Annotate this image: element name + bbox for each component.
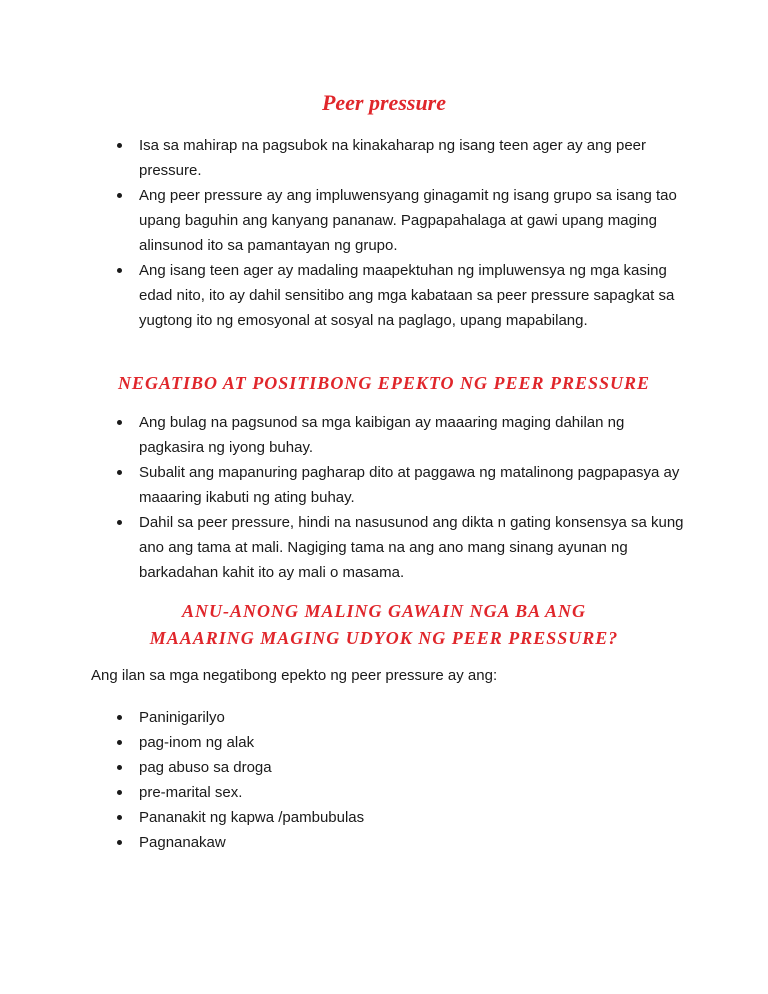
heading-line-2: MAAARING MAGING UDYOK NG PEER PRESSURE?	[149, 628, 619, 648]
bullet-icon	[117, 268, 122, 273]
bullet-icon	[117, 470, 122, 475]
list-item: pre-marital sex.	[115, 780, 515, 805]
heading-line-1: ANU-ANONG MALING GAWAIN NGA BA ANG	[182, 601, 586, 621]
bullet-icon	[117, 520, 122, 525]
bullet-icon	[117, 765, 122, 770]
intro-text: Ang ilan sa mga negatibong epekto ng peer pressure ay ang:	[91, 667, 498, 684]
bullet-icon	[117, 840, 122, 845]
negative-effects-list	[115, 705, 515, 855]
list-item: Pagnanakaw	[115, 830, 515, 855]
list-item: Pananakit ng kapwa /pambubulas	[115, 805, 515, 830]
effects-list	[115, 410, 685, 585]
section-heading-effects: NEGATIBO AT POSITIBONG EPEKTO NG PEER PRESSURE	[117, 373, 651, 393]
peer-pressure-definition-list	[115, 133, 680, 333]
list-item: pag abuso sa droga	[115, 755, 515, 780]
list-item: Ang bulag na pagsunod sa mga kaibigan ay maaaring maging dahilan ng pagkasira ng iyong buhay.	[115, 410, 685, 460]
section-heading-wrong-activities	[0, 598, 768, 652]
list-item: Ang peer pressure ay ang impluwensyang ginagamit ng isang grupo sa isang tao upang baguhin ang kanyang pananaw. Pagpapahalaga at gawi upang maging alinsunod ito sa pamantayan ng grupo.	[115, 183, 680, 258]
bullet-icon	[117, 815, 122, 820]
list-item: pag-inom ng alak	[115, 730, 515, 755]
bullet-icon	[117, 715, 122, 720]
bullet-icon	[117, 420, 122, 425]
bullet-icon	[117, 193, 122, 198]
bullet-icon	[117, 740, 122, 745]
list-item: Dahil sa peer pressure, hindi na nasusunod ang dikta n gating konsensya sa kung ano ang tama at mali. Nagiging tama na ang ano mang sinang ayunan ng barkadahan kahit ito ay mali o masama.	[115, 510, 685, 585]
list-item: Isa sa mahirap na pagsubok na kinakaharap ng isang teen ager ay ang peer pressure.	[115, 133, 680, 183]
bullet-icon	[117, 790, 122, 795]
list-item: Ang isang teen ager ay madaling maapektuhan ng impluwensya ng mga kasing edad nito, ito ay dahil sensitibo ang mga kabataan sa peer pressure sapagkat sa yugtong ito ng emosyonal at sosyal na paglago, upang mapabilang.	[115, 258, 680, 333]
list-item: Subalit ang mapanuring pagharap dito at paggawa ng matalinong pagpapasya ay maaaring ikabuti ng ating buhay.	[115, 460, 685, 510]
list-item: Paninigarilyo	[115, 705, 515, 730]
document-title: Peer pressure	[321, 90, 447, 115]
bullet-icon	[117, 143, 122, 148]
